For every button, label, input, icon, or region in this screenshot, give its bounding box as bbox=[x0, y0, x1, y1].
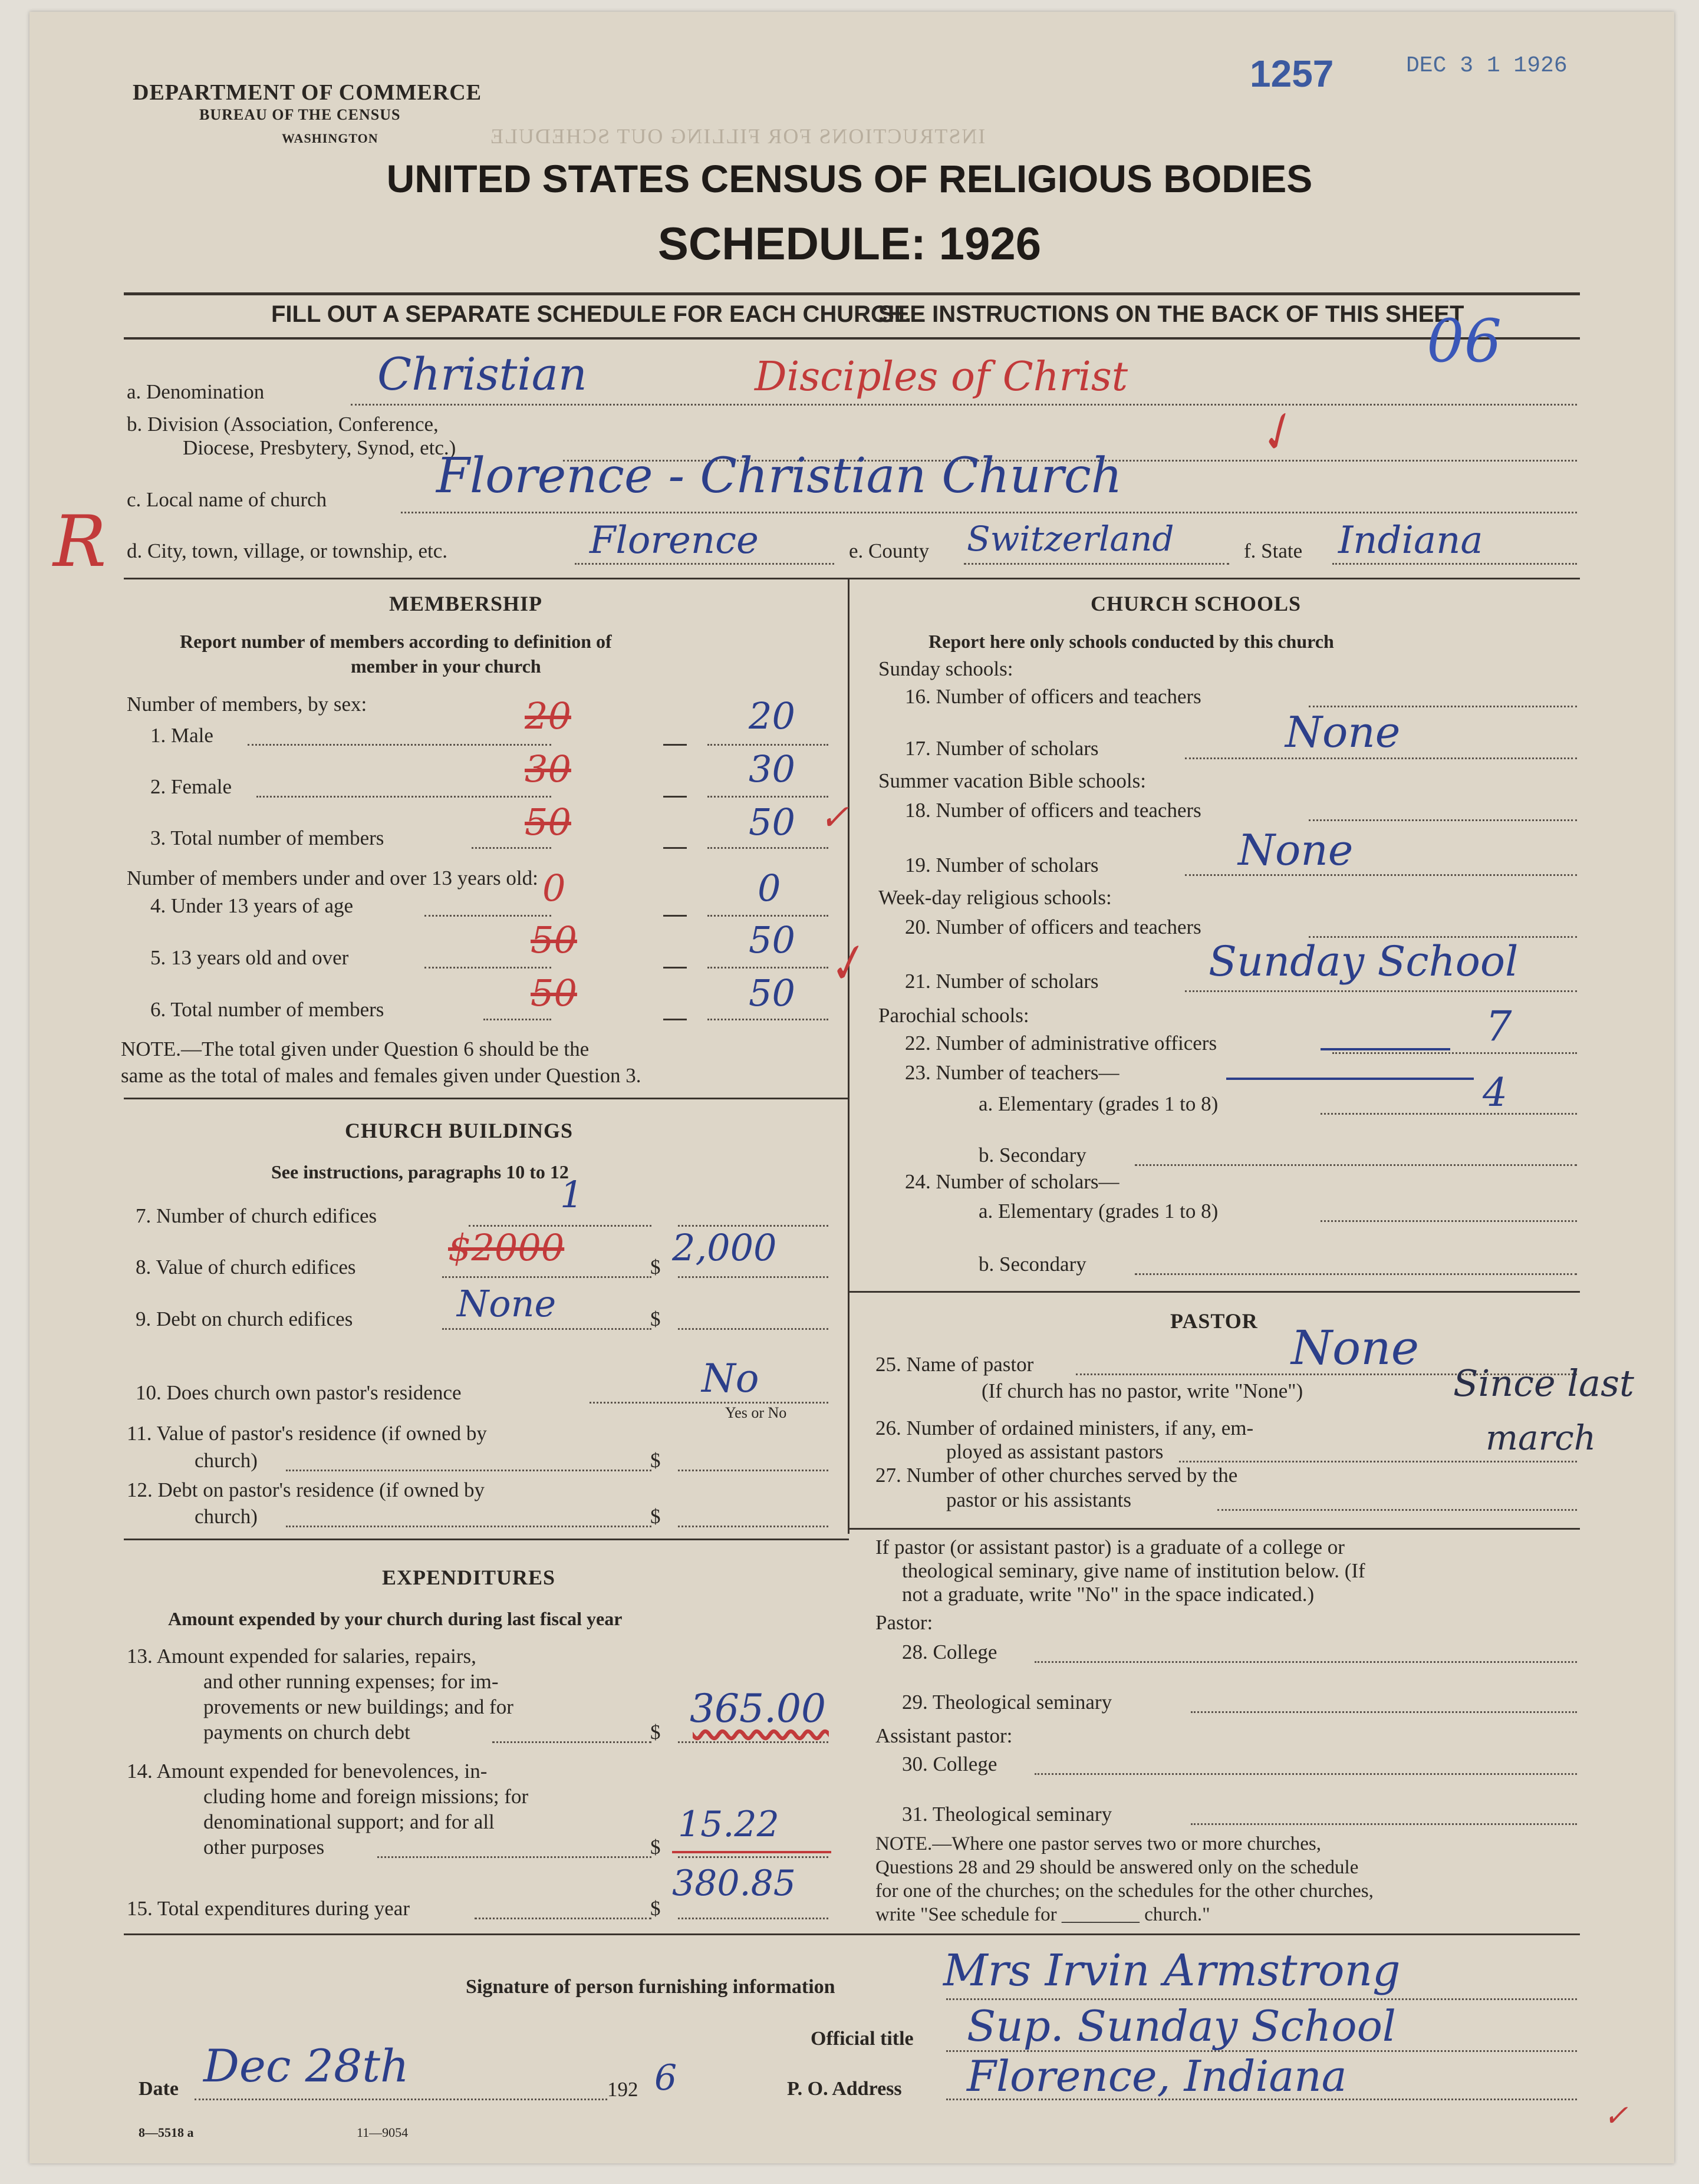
date-year-prefix: 192 bbox=[607, 2078, 638, 2101]
date-value[interactable]: Dec 28th bbox=[203, 2040, 409, 2092]
q9-value[interactable]: None bbox=[457, 1282, 557, 1325]
q14-label-2: cluding home and foreign missions; for bbox=[203, 1785, 529, 1808]
q30-label: 30. College bbox=[902, 1753, 997, 1775]
q1-value[interactable]: 20 bbox=[749, 694, 795, 737]
bureau-city: WASHINGTON bbox=[282, 131, 378, 146]
membership-heading: MEMBERSHIP bbox=[389, 592, 543, 615]
q15-label: 15. Total expenditures during year bbox=[127, 1897, 410, 1920]
q27-label-cont: pastor or his assistants bbox=[946, 1488, 1132, 1511]
q17-value[interactable]: None bbox=[1285, 707, 1401, 757]
q2-value[interactable]: 30 bbox=[749, 747, 795, 790]
q5-value[interactable]: 50 bbox=[749, 918, 795, 961]
q23-label: 23. Number of teachers— bbox=[905, 1061, 1120, 1084]
pastor-edu-note-3: not a graduate, write "No" in the space indicated.) bbox=[902, 1583, 1315, 1606]
q14-dollar: $ bbox=[650, 1836, 661, 1859]
receipt-stamp-number: 1257 bbox=[1250, 52, 1334, 95]
q8-value[interactable]: 2,000 bbox=[672, 1226, 777, 1269]
q13-label-3: provements or new buildings; and for bbox=[203, 1695, 513, 1718]
q10-label: 10. Does church own pastor's residence bbox=[136, 1381, 462, 1404]
vacation-schools-label: Summer vacation Bible schools: bbox=[878, 769, 1146, 792]
q4-label: 4. Under 13 years of age bbox=[150, 894, 354, 917]
pastor-edu-note-2: theological seminary, give name of institution below. (If bbox=[902, 1559, 1365, 1582]
q26-label: 26. Number of ordained ministers, if any, em- bbox=[875, 1417, 1254, 1439]
q11-dollar: $ bbox=[650, 1449, 661, 1472]
denomination-value[interactable]: Christian bbox=[377, 348, 587, 400]
q7-value[interactable]: 1 bbox=[560, 1173, 584, 1216]
membership-intro-1: Report number of members according to definition of bbox=[180, 631, 612, 652]
expenditures-intro: Amount expended by your church during last fiscal year bbox=[168, 1608, 623, 1629]
membership-note-1: NOTE.—The total given under Question 6 should be the bbox=[121, 1037, 590, 1060]
q7-label: 7. Number of church edifices bbox=[136, 1204, 377, 1227]
q1-label: 1. Male bbox=[150, 724, 213, 747]
q29-label: 29. Theological seminary bbox=[902, 1691, 1112, 1714]
denomination-label: a. Denomination bbox=[127, 380, 265, 403]
q26-label-cont: ployed as assistant pastors bbox=[946, 1440, 1164, 1463]
q23a-label: a. Elementary (grades 1 to 8) bbox=[979, 1092, 1219, 1115]
q13-underline bbox=[693, 1692, 829, 1737]
q25-label: 25. Name of pastor bbox=[875, 1353, 1034, 1376]
membership-note-2: same as the total of males and females given under Question 3. bbox=[121, 1064, 641, 1087]
q17-label: 17. Number of scholars bbox=[905, 737, 1099, 760]
q18-label: 18. Number of officers and teachers bbox=[905, 799, 1201, 822]
pastor-heading: PASTOR bbox=[1170, 1309, 1258, 1333]
city-label: d. City, town, village, or township, etc. bbox=[127, 539, 448, 562]
q3-value[interactable]: 50 bbox=[749, 801, 795, 844]
q19-label: 19. Number of scholars bbox=[905, 854, 1099, 877]
county-value[interactable]: Switzerland bbox=[967, 519, 1174, 559]
q5-label: 5. 13 years old and over bbox=[150, 946, 349, 969]
q3-value-struck: 50 bbox=[525, 801, 571, 844]
q24-label: 24. Number of scholars— bbox=[905, 1170, 1120, 1193]
q19-value[interactable]: None bbox=[1238, 825, 1354, 875]
reviewer-mark: R bbox=[53, 501, 107, 583]
q31-label: 31. Theological seminary bbox=[902, 1803, 1112, 1826]
bureau-name: BUREAU OF THE CENSUS bbox=[199, 106, 401, 123]
q12-dollar: $ bbox=[650, 1505, 661, 1528]
q20-label: 20. Number of officers and teachers bbox=[905, 915, 1201, 938]
membership-intro-2: member in your church bbox=[351, 655, 541, 677]
pastor-note-3: for one of the churches; on the schedules for the other churches, bbox=[875, 1880, 1374, 1902]
form-schedule-year: SCHEDULE: 1926 bbox=[657, 218, 1042, 269]
q2-value-struck: 30 bbox=[525, 747, 571, 790]
membership-by-age-label: Number of members under and over 13 years old: bbox=[127, 867, 538, 890]
q11-label: 11. Value of pastor's residence (if owned by bbox=[127, 1422, 487, 1445]
q14-label-4: other purposes bbox=[203, 1836, 325, 1859]
q15-value[interactable]: 380.85 bbox=[672, 1863, 796, 1904]
q23b-label: b. Secondary bbox=[979, 1144, 1086, 1167]
buildings-instruction: See instructions, paragraphs 10 to 12 bbox=[271, 1161, 569, 1182]
pastor-note-2: Questions 28 and 29 should be answered only on the schedule bbox=[875, 1857, 1359, 1878]
checkmark-icon: ✓ bbox=[1244, 400, 1306, 468]
date-label: Date bbox=[139, 2078, 179, 2100]
instruction-right: SEE INSTRUCTIONS ON THE BACK OF THIS SHEET bbox=[878, 301, 1464, 327]
pastor-edu-note-1: If pastor (or assistant pastor) is a graduate of a college or bbox=[875, 1536, 1345, 1559]
q4-value-struck: 0 bbox=[542, 867, 566, 910]
assistant-pastor-label: Assistant pastor: bbox=[875, 1724, 1013, 1747]
q11-label-cont: church) bbox=[195, 1449, 258, 1472]
instruction-left: FILL OUT A SEPARATE SCHEDULE FOR EACH CHURCH. bbox=[271, 301, 911, 327]
q21-value[interactable]: Sunday School bbox=[1209, 937, 1519, 986]
county-label: e. County bbox=[849, 539, 930, 562]
state-label: f. State bbox=[1244, 539, 1303, 562]
q14-label-3: denominational support; and for all bbox=[203, 1810, 495, 1833]
sunday-schools-label: Sunday schools: bbox=[878, 657, 1013, 680]
schools-intro: Report here only schools conducted by this church bbox=[928, 631, 1334, 652]
q12-label: 12. Debt on pastor's residence (if owned by bbox=[127, 1478, 485, 1501]
q5-value-struck: 50 bbox=[531, 918, 577, 961]
print-number: 11—9054 bbox=[357, 2125, 409, 2140]
q15-dollar: $ bbox=[650, 1897, 661, 1920]
q22-value[interactable]: 7 bbox=[1486, 1002, 1512, 1050]
signature-label: Signature of person furnishing information bbox=[466, 1976, 835, 1998]
division-label: b. Division (Association, Conference, bbox=[127, 413, 439, 436]
pastor-note-1: NOTE.—Where one pastor serves two or more churches, bbox=[875, 1833, 1321, 1854]
q12-label-cont: church) bbox=[195, 1505, 258, 1528]
q13-label-4: payments on church debt bbox=[203, 1721, 410, 1744]
q22-label: 22. Number of administrative officers bbox=[905, 1032, 1217, 1055]
date-year-digit[interactable]: 6 bbox=[654, 2057, 677, 2099]
q26-annotation-2: march bbox=[1486, 1418, 1596, 1458]
official-title-label: Official title bbox=[811, 2028, 914, 2050]
q6-value-struck: 50 bbox=[531, 971, 577, 1014]
local-name-label: c. Local name of church bbox=[127, 488, 327, 511]
q3-checkmark-icon: ✓ bbox=[819, 797, 850, 838]
buildings-heading: CHURCH BUILDINGS bbox=[345, 1119, 574, 1142]
state-value[interactable]: Indiana bbox=[1338, 519, 1483, 562]
q1-value-struck: 20 bbox=[525, 694, 571, 737]
q25-hint: (If church has no pastor, write "None") bbox=[982, 1379, 1303, 1402]
division-label-cont: Diocese, Presbytery, Synod, etc.) bbox=[183, 436, 456, 459]
parochial-schools-label: Parochial schools: bbox=[878, 1004, 1029, 1027]
q13-value[interactable]: 365.00 bbox=[690, 1686, 826, 1731]
q9-label: 9. Debt on church edifices bbox=[136, 1307, 353, 1330]
weekday-schools-label: Week-day religious schools: bbox=[878, 886, 1112, 909]
form-title: UNITED STATES CENSUS OF RELIGIOUS BODIES bbox=[386, 157, 1313, 200]
local-name-value[interactable]: Florence - Christian Church bbox=[436, 448, 1122, 504]
receipt-stamp-date: DEC 3 1 1926 bbox=[1406, 53, 1568, 78]
q8-dollar: $ bbox=[650, 1256, 661, 1279]
membership-by-sex-label: Number of members, by sex: bbox=[127, 693, 367, 716]
q8-label: 8. Value of church edifices bbox=[136, 1256, 356, 1279]
department-name: DEPARTMENT OF COMMERCE bbox=[133, 80, 482, 105]
q10-value[interactable]: No bbox=[702, 1356, 759, 1401]
signature-value[interactable]: Mrs Irvin Armstrong bbox=[943, 1945, 1401, 1996]
q6-value[interactable]: 50 bbox=[749, 971, 795, 1014]
form-number: 8—5518 a bbox=[139, 2125, 194, 2140]
q8-value-struck: $2000 bbox=[448, 1226, 565, 1269]
q26-annotation-1: Since last bbox=[1453, 1362, 1634, 1405]
city-value[interactable]: Florence bbox=[590, 519, 759, 562]
q23a-value[interactable]: 4 bbox=[1483, 1070, 1507, 1115]
q10-yes-no-hint: Yes or No bbox=[725, 1404, 787, 1421]
q24b-label: b. Secondary bbox=[979, 1253, 1086, 1276]
expenditures-heading: EXPENDITURES bbox=[382, 1566, 556, 1589]
filing-code-annotation: 06 bbox=[1427, 307, 1502, 375]
q21-label: 21. Number of scholars bbox=[905, 970, 1099, 993]
q13-dollar: $ bbox=[650, 1721, 661, 1744]
q13-label: 13. Amount expended for salaries, repairs, bbox=[127, 1645, 476, 1668]
q28-label: 28. College bbox=[902, 1641, 997, 1663]
q14-value[interactable]: 15.22 bbox=[678, 1804, 779, 1845]
q13-label-2: and other running expenses; for im- bbox=[203, 1670, 499, 1693]
schools-heading: CHURCH SCHOOLS bbox=[1091, 592, 1302, 615]
q16-label: 16. Number of officers and teachers bbox=[905, 685, 1201, 708]
q24a-label: a. Elementary (grades 1 to 8) bbox=[979, 1200, 1219, 1223]
footer-checkmark-icon: ✓ bbox=[1603, 2099, 1628, 2133]
q2-label: 2. Female bbox=[150, 775, 232, 798]
q4-value[interactable]: 0 bbox=[758, 867, 781, 910]
po-address-label: P. O. Address bbox=[787, 2078, 902, 2100]
official-title-value[interactable]: Sup. Sunday School bbox=[967, 2001, 1396, 2051]
q27-label: 27. Number of other churches served by the bbox=[875, 1464, 1238, 1487]
pastor-sub-label: Pastor: bbox=[875, 1611, 933, 1634]
q9-dollar: $ bbox=[650, 1307, 661, 1330]
pastor-note-4: write "See schedule for ________ church." bbox=[875, 1904, 1210, 1925]
q14-label: 14. Amount expended for benevolences, in- bbox=[127, 1760, 488, 1783]
q3-label: 3. Total number of members bbox=[150, 826, 384, 849]
denomination-annotation: Disciples of Christ bbox=[755, 354, 1128, 400]
q6-checkmark-icon: ✓ bbox=[817, 932, 873, 997]
q25-value[interactable]: None bbox=[1291, 1320, 1420, 1375]
q6-label: 6. Total number of members bbox=[150, 998, 384, 1021]
po-address-value[interactable]: Florence, Indiana bbox=[967, 2051, 1347, 2101]
bleed-through-text: INSTRUCTIONS FOR FILLING OUT SCHEDULE bbox=[489, 124, 986, 148]
